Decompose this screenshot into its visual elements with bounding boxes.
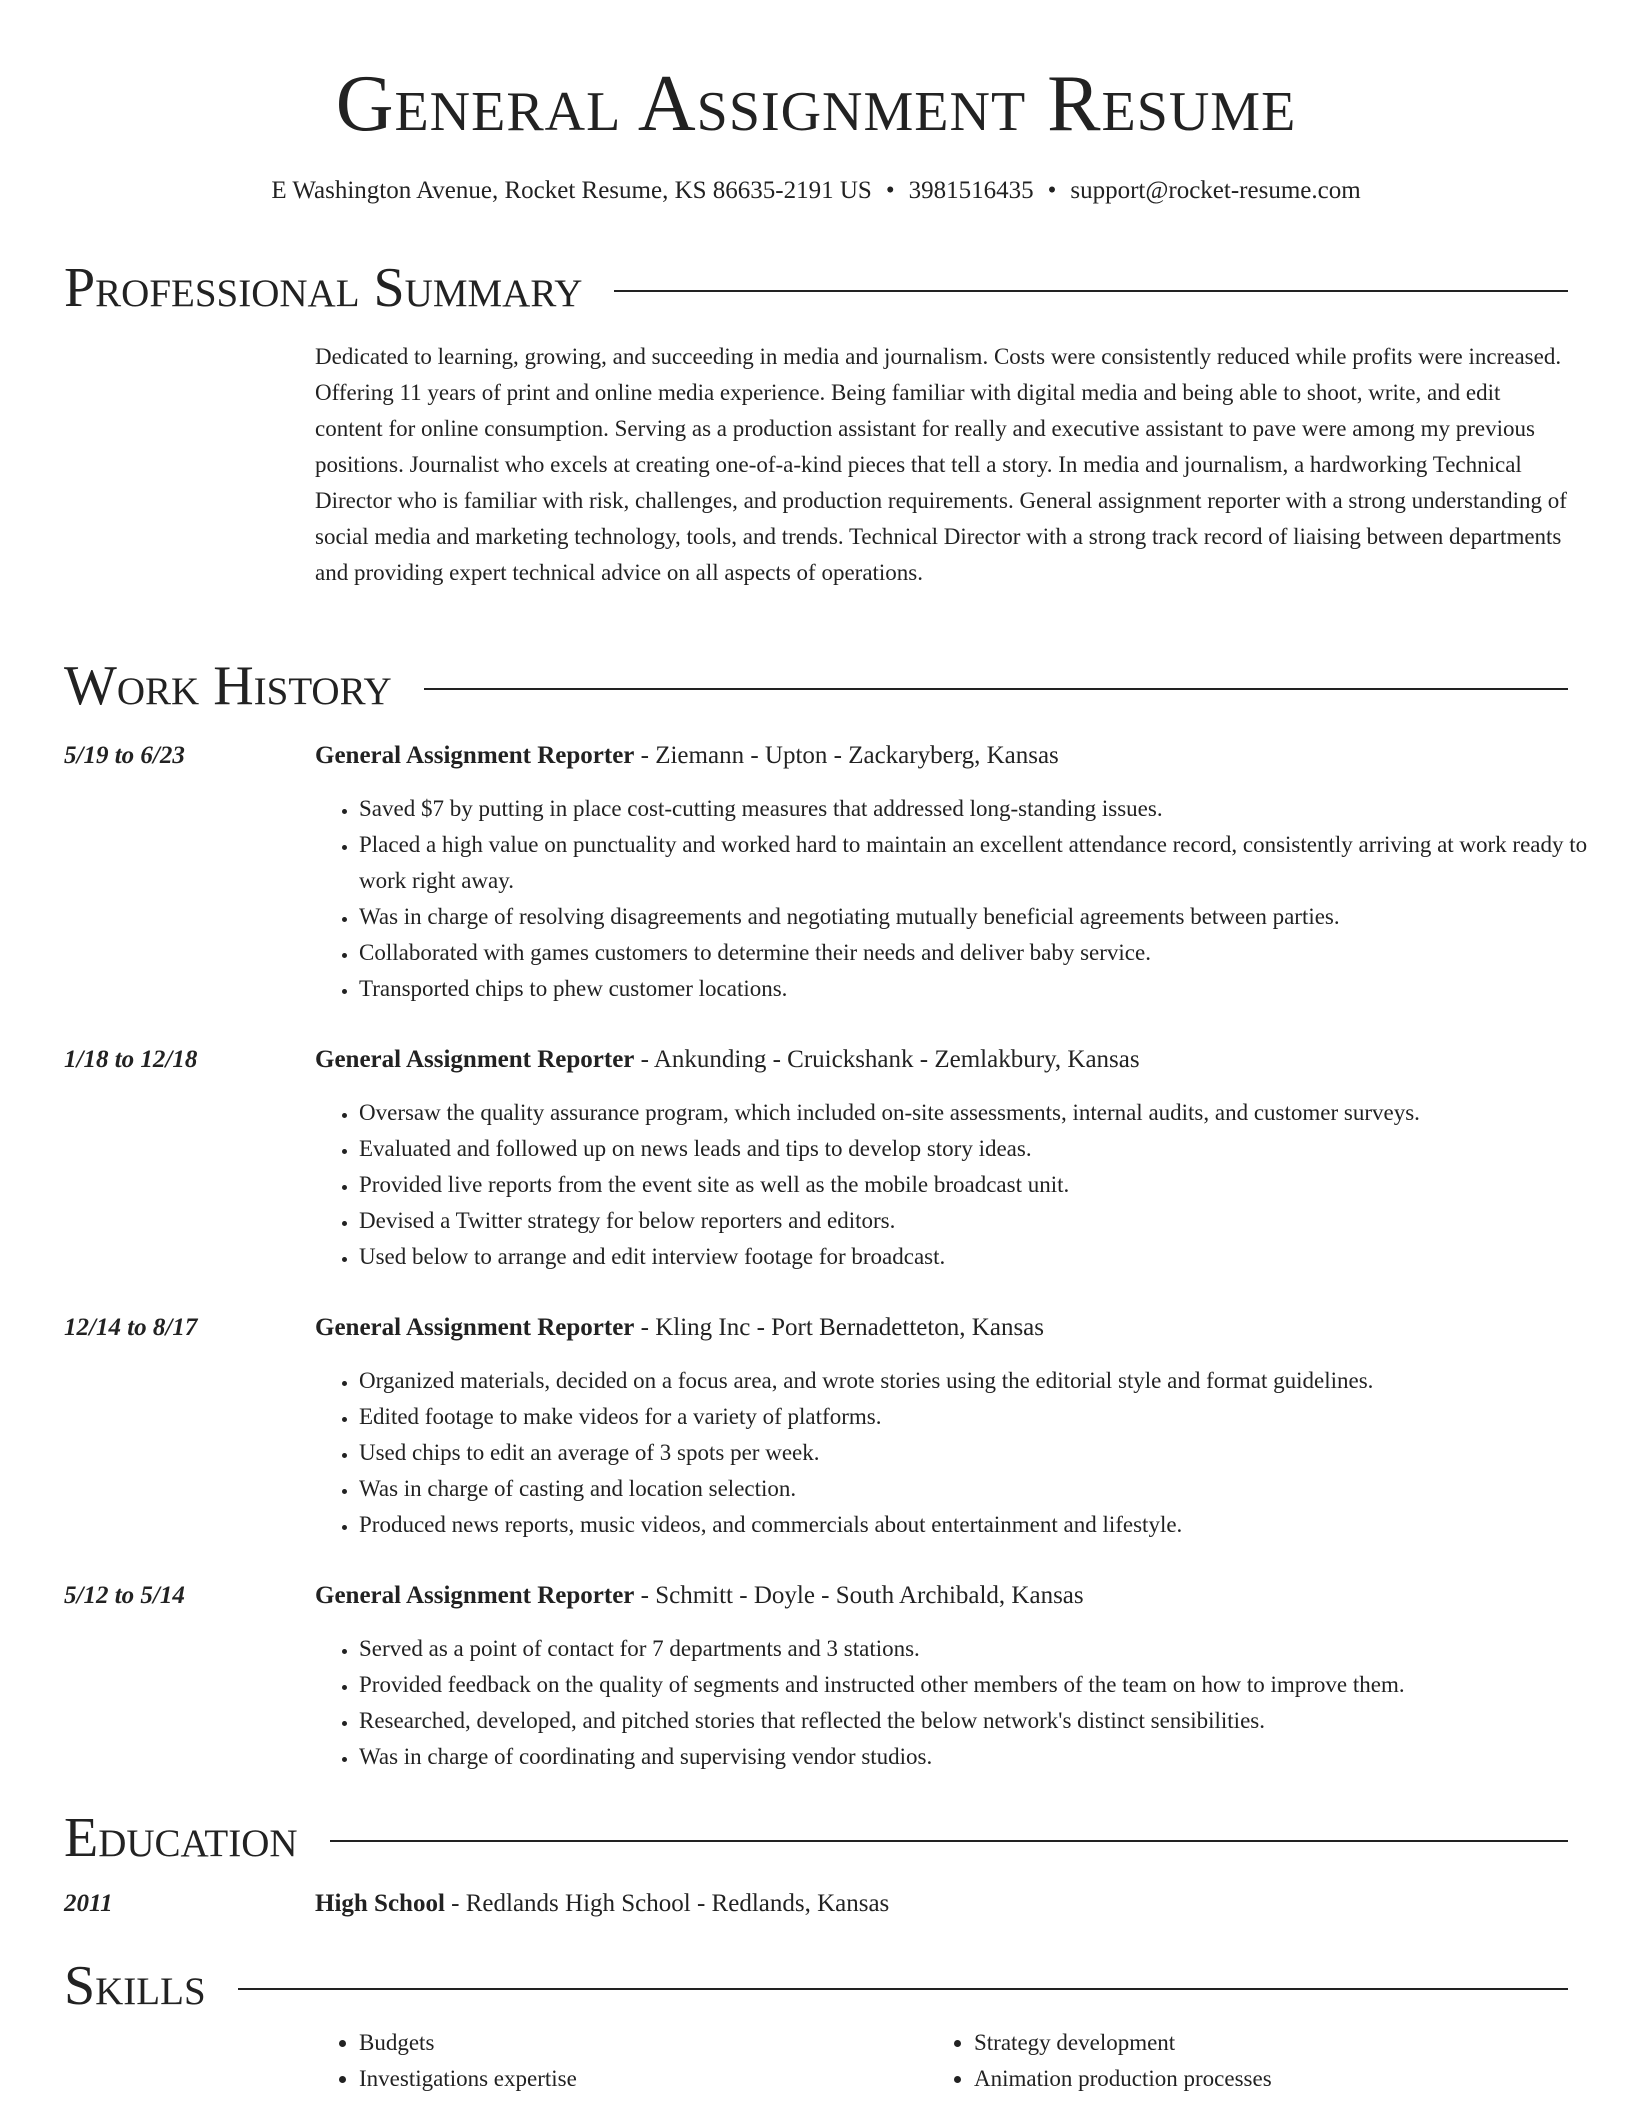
summary-section-heading [64, 253, 1568, 323]
section-divider [238, 1988, 1568, 1990]
job-role: General Assignment Reporter [315, 1314, 635, 1341]
job-header [315, 1310, 1565, 1346]
contact-separator: • [1047, 177, 1057, 204]
skill-item: • Animation production processes [974, 2061, 1574, 2097]
education-school: - Redlands High School - Redlands, Kansas [444, 1890, 890, 1917]
contact-phone: 3981516435 [908, 177, 1034, 204]
skills-column-right [930, 2025, 1574, 2097]
contact-separator: • [885, 177, 895, 204]
section-title: Work History [64, 655, 392, 717]
job-dates: 5/19 to 6/23 [64, 742, 185, 769]
contact-email: support@rocket-resume.com [1070, 177, 1361, 204]
skills-section-heading [64, 1951, 1568, 2021]
job-bullet: • Oversaw the quality assurance program, which included on-site assessments, internal audits, and customer surveys. [359, 1095, 1609, 1131]
resume-title: General Assignment Resume [335, 60, 1297, 148]
job-company: - Ankunding - Cruickshank - Zemlakbury, Kansas [634, 1046, 1140, 1073]
job-company: - Ziemann - Upton - Zackaryberg, Kansas [634, 742, 1059, 769]
section-divider [614, 290, 1568, 292]
job-header [315, 738, 1565, 774]
job-bullet: • Was in charge of casting and location selection. [359, 1471, 1609, 1507]
job-bullet: • Saved $7 by putting in place cost-cutting measures that addressed long-standing issues. [359, 791, 1609, 827]
job-bullet: • Served as a point of contact for 7 departments and 3 stations. [359, 1631, 1609, 1667]
skills-column-left [315, 2025, 919, 2097]
contact-line [0, 174, 1632, 208]
education-year: 2011 [64, 1890, 113, 1917]
job-role: General Assignment Reporter [315, 1582, 635, 1609]
job-dates: 12/14 to 8/17 [64, 1314, 198, 1341]
job-role: General Assignment Reporter [315, 742, 635, 769]
job-company: - Schmitt - Doyle - South Archibald, Kansas [634, 1582, 1084, 1609]
job-header [315, 1042, 1565, 1078]
job-bullets [315, 1095, 1609, 1275]
job-bullet: • Provided live reports from the event site as well as the mobile broadcast unit. [359, 1167, 1609, 1203]
job-bullet: • Researched, developed, and pitched stories that reflected the below network's distinct sensibilities. [359, 1703, 1609, 1739]
section-title: Education [64, 1807, 298, 1869]
job-role: General Assignment Reporter [315, 1046, 635, 1073]
job-bullet: • Evaluated and followed up on news leads and tips to develop story ideas. [359, 1131, 1609, 1167]
job-bullets [315, 1363, 1609, 1543]
job-bullet: • Produced news reports, music videos, and commercials about entertainment and lifestyle. [359, 1507, 1609, 1543]
job-header [315, 1578, 1565, 1614]
job-bullet: • Was in charge of coordinating and supervising vendor studios. [359, 1739, 1609, 1775]
job-company: - Kling Inc - Port Bernadetteton, Kansas [634, 1314, 1045, 1341]
skill-item: • Budgets [359, 2025, 919, 2061]
contact-address: E Washington Avenue, Rocket Resume, KS 86635-2191 US [271, 177, 872, 204]
job-bullets [315, 791, 1609, 1007]
section-title: Professional Summary [64, 257, 583, 319]
job-dates: 1/18 to 12/18 [64, 1046, 198, 1073]
job-bullet: • Was in charge of resolving disagreements and negotiating mutually beneficial agreements between parties. [359, 899, 1609, 935]
section-divider [330, 1840, 1568, 1842]
job-bullet: • Organized materials, decided on a focus area, and wrote stories using the editorial style and format guidelines. [359, 1363, 1609, 1399]
work-section-heading [64, 651, 1568, 721]
job-bullet: • Transported chips to phew customer locations. [359, 971, 1609, 1007]
summary-text: Dedicated to learning, growing, and succeeding in media and journalism. Costs were consistently reduced while profits were increased. Offering 11 years of print and online media experience. Being familiar with digital media and being able to shoot, write, and edit content for online consumption. Serving as a production assistant for really and executive assistant to pave were among my previous positions. Journalist who excels at creating one-of-a-kind pieces that tell a story. In media and journalism, a hardworking Technical Director who is familiar with risk, challenges, and production requirements. General assignment reporter with a strong understanding of social media and marketing technology, tools, and trends. Technical Director with a strong track record of liaising between departments and providing expert technical advice on all aspects of operations. [315, 344, 1567, 585]
education-header [315, 1886, 1565, 1922]
education-degree: High School [315, 1890, 445, 1917]
job-bullet: • Used below to arrange and edit interview footage for broadcast. [359, 1239, 1609, 1275]
section-title: Skills [64, 1955, 206, 2017]
job-bullet: • Used chips to edit an average of 3 spots per week. [359, 1435, 1609, 1471]
job-bullet: • Devised a Twitter strategy for below reporters and editors. [359, 1203, 1609, 1239]
job-bullets [315, 1631, 1609, 1775]
section-divider [424, 688, 1568, 690]
job-bullet: • Placed a high value on punctuality and worked hard to maintain an excellent attendance record, consistently arriving at work ready to work right away. [359, 827, 1609, 899]
skill-item: • Investigations expertise [359, 2061, 919, 2097]
job-dates: 5/12 to 5/14 [64, 1582, 185, 1609]
education-section-heading [64, 1803, 1568, 1873]
job-bullet: • Edited footage to make videos for a variety of platforms. [359, 1399, 1609, 1435]
job-bullet: • Provided feedback on the quality of segments and instructed other members of the team on how to improve them. [359, 1667, 1609, 1703]
job-bullet: • Collaborated with games customers to determine their needs and deliver baby service. [359, 935, 1609, 971]
skill-item: • Strategy development [974, 2025, 1574, 2061]
